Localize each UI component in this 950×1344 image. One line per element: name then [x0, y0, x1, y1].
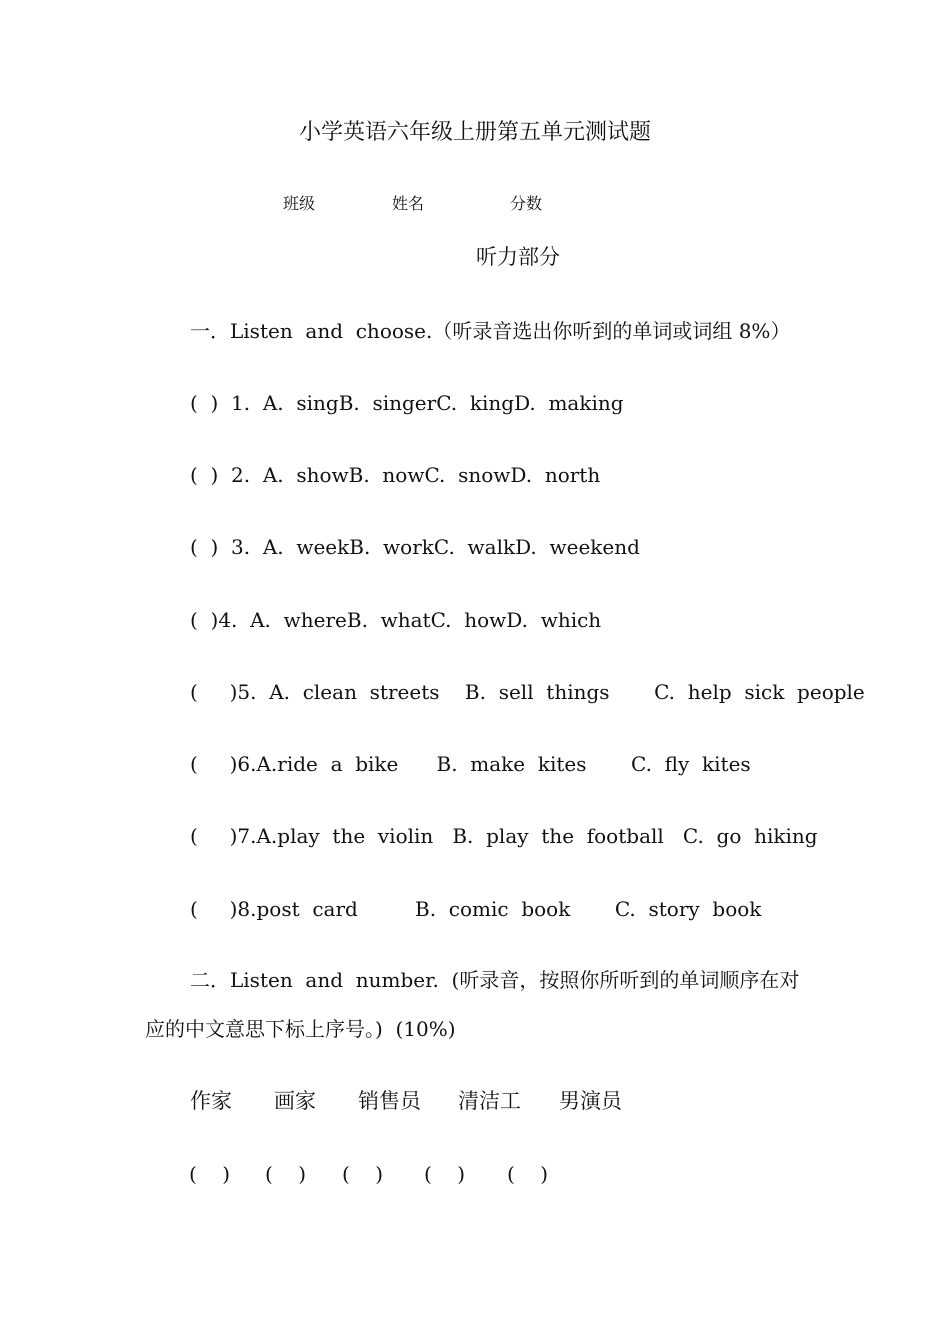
question-item: ( ) 1. A. singB. singerC. kingD. making — [190, 391, 624, 415]
score-label: 分数 — [510, 194, 543, 213]
answer-blank[interactable]: ( ) — [424, 1162, 466, 1186]
question-item: ( )8.post card B. comic book C. story book — [190, 897, 762, 921]
part2-heading-line2: 应的中文意思下标上序号。) (10%) — [145, 1017, 456, 1041]
question-item: ( )5. A. clean streets B. sell things C. help sick people — [190, 680, 865, 704]
question-item: ( ) 2. A. showB. nowC. snowD. north — [190, 463, 601, 487]
question-item: ( )6.A.ride a bike B. make kites C. fly kites — [190, 752, 751, 776]
part2-heading-line1: 二．Listen and number. (听录音，按照你所听到的单词顺序在对 — [190, 968, 800, 992]
answer-blank[interactable]: ( ) — [507, 1162, 549, 1186]
question-item: ( )4. A. whereB. whatC. howD. which — [190, 608, 602, 632]
word-writer: 作家 — [190, 1089, 232, 1113]
word-actor: 男演员 — [559, 1089, 622, 1113]
name-label: 姓名 — [392, 194, 425, 213]
word-cleaner: 清洁工 — [458, 1089, 521, 1113]
part1-heading: 一．Listen and choose.（听录音选出你听到的单词或词组 8%） — [190, 319, 791, 343]
answer-blank[interactable]: ( ) — [342, 1162, 384, 1186]
word-painter: 画家 — [274, 1089, 316, 1113]
document-title: 小学英语六年级上册第五单元测试题 — [298, 120, 651, 145]
section-title: 听力部分 — [476, 245, 560, 269]
answer-blank[interactable]: ( ) — [265, 1162, 307, 1186]
question-item: ( )7.A.play the violin B. play the football C. go hiking — [190, 824, 818, 848]
question-item: ( ) 3. A. weekB. workC. walkD. weekend — [190, 535, 640, 559]
answer-blank[interactable]: ( ) — [189, 1162, 231, 1186]
word-salesperson: 销售员 — [358, 1089, 421, 1113]
class-label: 班级 — [283, 194, 316, 213]
